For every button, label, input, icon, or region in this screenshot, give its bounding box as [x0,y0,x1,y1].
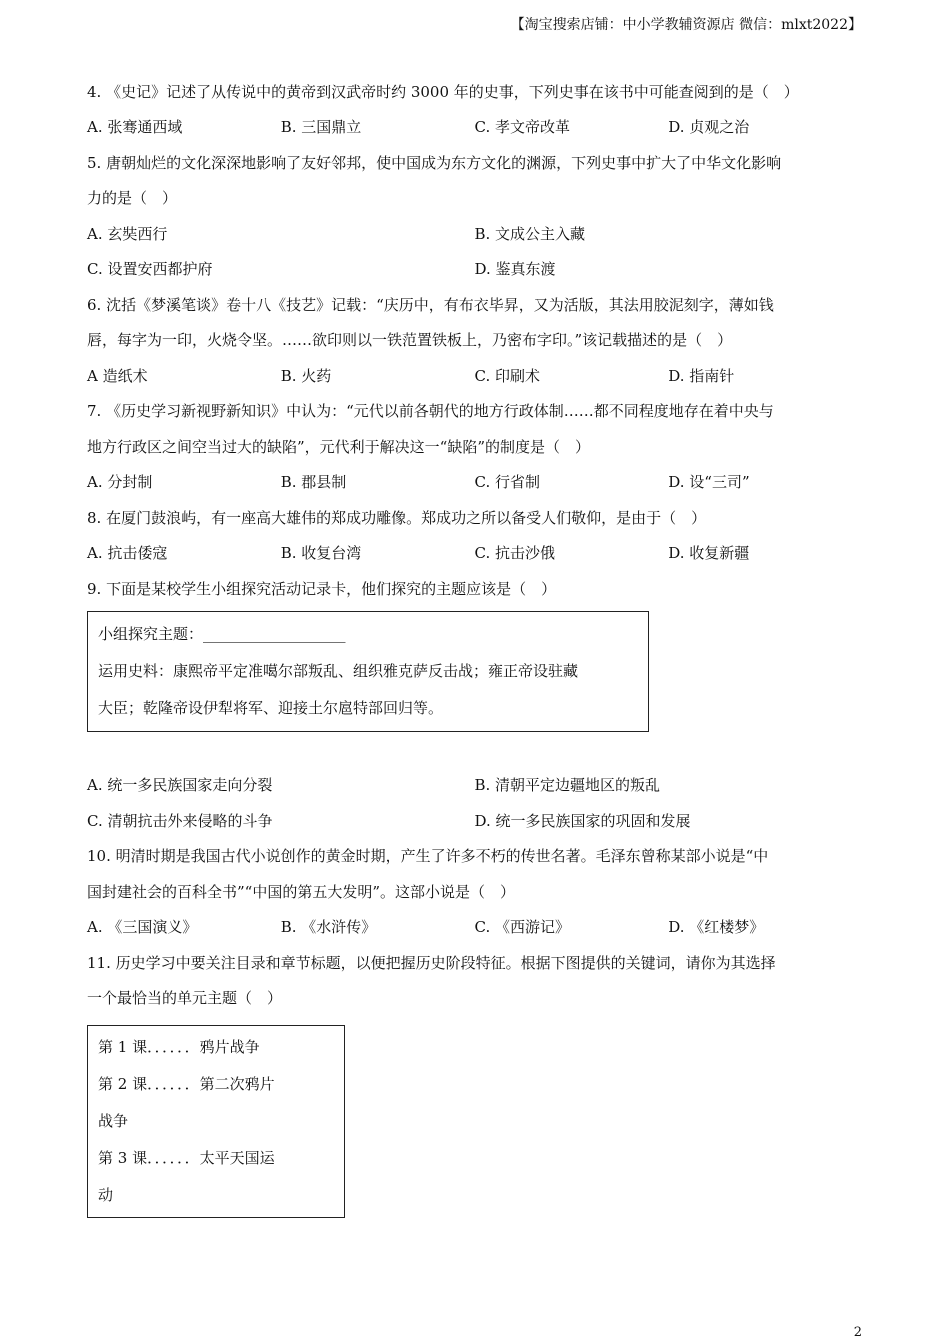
option-d: D. 《红楼梦》 [668,918,765,936]
card-sources-line1: 运用史料：康熙帝平定准噶尔部叛乱、组织雅克萨反击战；雍正帝设驻藏 [98,662,579,680]
option-d: D. 设“三司” [668,473,750,491]
toc-lesson-3: 第 3 课．．．．．．太平天国运 [98,1148,275,1167]
option-c: C. 设置安西都护府 [87,260,213,278]
card-sources-line2: 大臣；乾隆帝设伊犁将军、迎接土尔扈特部回归等。 [98,699,444,717]
question-7-stem-cont: 地方行政区之间空当过大的缺陷”，元代利于解决这一“缺陷”的制度是（ ） [87,437,591,456]
page-number: 2 [853,1325,862,1340]
toc-lesson-2-cont: 战争 [98,1111,129,1130]
activity-record-card [87,611,649,732]
question-4-stem: 4. 《史记》记述了从传说中的黄帝到汉武帝时约 3000 年的史事，下列史事在该书中可能查阅到的是（ ） [87,83,799,101]
question-9-options-row1 [87,768,862,804]
option-c: C. 行省制 [474,473,540,491]
question-5-options-row1 [87,217,862,253]
question-7-stem: 7. 《历史学习新视野新知识》中认为：“元代以前各朝代的地方行政体制……都不同程度地存在着中央与 [87,402,774,420]
question-10-stem-cont: 国封建社会的百科全书”“中国的第五大发明”。这部小说是（ ） [87,882,516,901]
option-a: A. 玄奘西行 [87,224,168,243]
option-a: A. 分封制 [87,473,153,491]
question-10-stem: 10. 明清时期是我国古代小说创作的黄金时期，产生了许多不朽的传世名著。毛泽东曾称某部小说是“中 [87,847,769,865]
toc-lesson-1: 第 1 课．．．．．．鸦片战争 [98,1037,260,1056]
option-c: C. 孝文帝改革 [474,118,570,136]
option-a: A. 《三国演义》 [87,918,198,936]
option-a: A 造纸术 [87,366,148,385]
question-11-stem: 11. 历史学习中要关注目录和章节标题，以便把握历史阶段特征。根据下图提供的关键词，请你为其选择 [87,953,776,972]
question-4-options [87,110,862,146]
question-9-options-row2 [87,804,862,840]
question-9-stem: 9. 下面是某校学生小组探究活动记录卡，他们探究的主题应该是（ ） [87,579,557,598]
card-topic: 小组探究主题：___________________ [98,625,346,643]
question-8-stem: 8. 在厦门鼓浪屿，有一座高大雄伟的郑成功雕像。郑成功之所以备受人们敬仰，是由于（ ） [87,508,707,527]
option-a: A. 统一多民族国家走向分裂 [87,776,273,794]
option-d: D. 收复新疆 [668,544,750,562]
option-d: D. 指南针 [668,366,735,385]
option-c: C. 清朝抗击外来侵略的斗争 [87,811,273,830]
question-10-options [87,910,862,946]
option-c: C. 抗击沙俄 [474,544,555,562]
option-c: C. 《西游记》 [474,918,570,936]
question-5-stem: 5. 唐朝灿烂的文化深深地影响了友好邻邦，使中国成为东方文化的渊源，下列史事中扩大了中华文化影响 [87,153,782,172]
exam-page [87,74,862,1218]
option-b: B. 《水浒传》 [280,918,377,936]
question-6-stem-cont: 唇，每字为一印，火烧令坚。……欲印则以一铁范置铁板上，乃密布字印。”该记载描述的是（ ） [87,331,733,349]
option-d: D. 统一多民族国家的巩固和发展 [474,811,691,830]
option-b: B. 文成公主入藏 [474,224,586,243]
page-header: 【淘宝搜索店铺：中小学教辅资源店 微信：mlxt2022】 [510,17,862,33]
question-6-stem: 6. 沈括《梦溪笔谈》卷十八《技艺》记载：“庆历中，有布衣毕昇，又为活版，其法用胶泥刻字，薄如钱 [87,295,774,314]
option-c: C. 印刷术 [474,366,540,385]
toc-lesson-2: 第 2 课．．．．．．第二次鸦片 [98,1074,275,1093]
option-b: B. 郡县制 [280,473,347,491]
question-7-options [87,465,862,501]
option-b: B. 三国鼎立 [280,118,362,136]
question-5-stem-cont: 力的是（ ） [87,189,178,207]
toc-lesson-3-cont: 动 [98,1185,114,1204]
question-5-options-row2 [87,252,862,288]
question-8-options [87,536,862,572]
option-d: D. 鉴真东渡 [474,260,556,278]
table-of-contents-box [87,1025,345,1218]
option-d: D. 贞观之治 [668,118,750,136]
option-b: B. 火药 [280,366,332,385]
option-b: B. 清朝平定边疆地区的叛乱 [474,776,661,794]
question-6-options [87,359,862,395]
question-11-stem-cont: 一个最恰当的单元主题（ ） [87,989,283,1007]
option-a: A. 抗击倭寇 [87,544,168,562]
option-a: A. 张骞通西域 [87,118,183,136]
option-b: B. 收复台湾 [280,544,362,562]
